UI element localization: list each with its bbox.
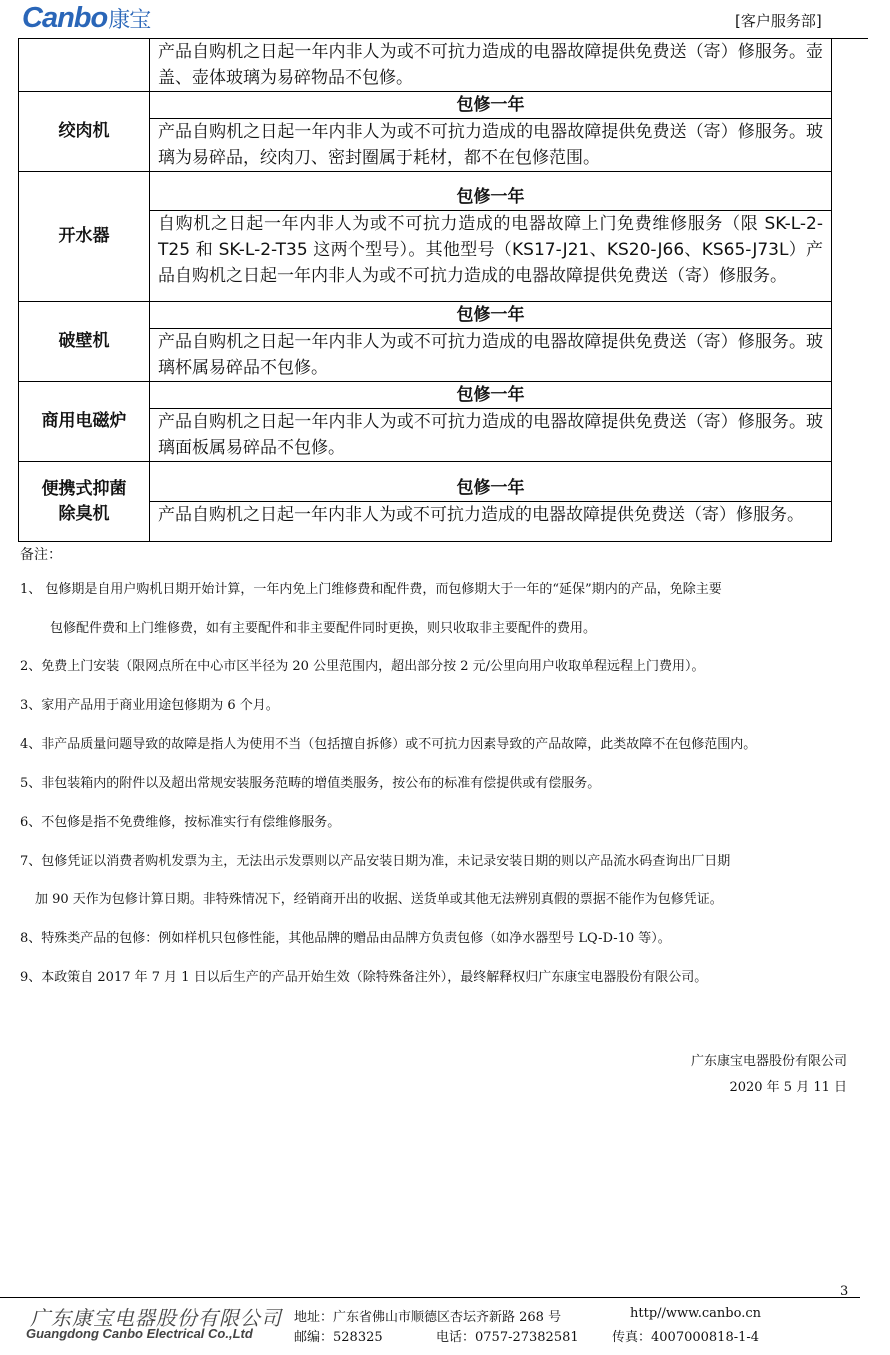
remark-line: 5、非包装箱内的附件以及超出常规安装服务范畴的增值类服务，按公布的标准有偿提供或有偿服务。 xyxy=(20,776,601,791)
footer-company-en: Guangdong Canbo Electrical Co.,Ltd xyxy=(26,1326,253,1341)
footer-rule xyxy=(0,1297,860,1298)
remark-line: 7、包修凭证以消费者购机发票为主，无法出示发票则以产品安装日期为准，未记录安装日期的则以产品流水码查询出厂日期 xyxy=(20,854,731,869)
table-row xyxy=(19,39,832,92)
category-cell: 开水器 xyxy=(19,172,150,302)
warranty-description: 产品自购机之日起一年内非人为或不可抗力造成的电器故障提供免费送（寄）修服务。 xyxy=(158,505,804,525)
category-cell: 破壁机 xyxy=(19,302,150,382)
remark-line: 8、特殊类产品的包修：例如样机只包修性能，其他品牌的赠品由品牌方负责包修（如净水器型号 LQ-D-10 等）。 xyxy=(20,931,671,946)
category-cell xyxy=(19,39,150,92)
warranty-period: 包修一年 xyxy=(150,184,831,211)
remark-line: 包修配件费和上门维修费，如有主要配件和非主要配件同时更换，则只收取非主要配件的费用。 xyxy=(50,621,597,636)
table-row xyxy=(19,462,832,542)
warranty-description: 产品自购机之日起一年内非人为或不可抗力造成的电器故障提供免费送（寄）修服务。玻璃面板属易碎品不包修。 xyxy=(158,412,823,458)
remark-line: 4、非产品质量问题导致的故障是指人为使用不当（包括擅自拆修）或不可抗力因素导致的产品故障，此类故障不在包修范围内。 xyxy=(20,737,757,752)
signature-date: 2020 年 5 月 11 日 xyxy=(729,1080,847,1095)
remarks-title: 备注： xyxy=(20,547,62,563)
warranty-period: 包修一年 xyxy=(150,92,831,119)
warranty-description: 产品自购机之日起一年内非人为或不可抗力造成的电器故障提供免费送（寄）修服务。壶盖、壶体玻璃为易碎物品不包修。 xyxy=(158,42,823,88)
canbo-logo: Canbo康宝 xyxy=(22,2,151,34)
category-cell xyxy=(19,462,150,542)
table-row xyxy=(19,92,832,172)
page-number: 3 xyxy=(840,1284,849,1299)
warranty-table xyxy=(18,38,832,542)
warranty-period: 包修一年 xyxy=(150,382,831,409)
remark-line: 1、 包修期是自用户购机日期开始计算，一年内免上门维修费和配件费，而包修期大于一年的“延保”期内的产品，免除主要 xyxy=(20,582,722,597)
footer-postcode: 邮编：528325 xyxy=(294,1330,383,1345)
remark-line: 2、免费上门安装（限网点所在中心市区半径为 20 公里范围内，超出部分按 2 元/公里向用户收取单程远程上门费用）。 xyxy=(20,659,705,674)
footer-company-cn: 广东康宝电器股份有限公司 xyxy=(30,1306,282,1330)
category-label: 便携式抑菌除臭机 xyxy=(41,478,127,524)
remark-line: 加 90 天作为包修计算日期。非特殊情况下，经销商开出的收据、送货单或其他无法辨别真假的票据不能作为包修凭证。 xyxy=(35,892,723,907)
footer-address: 地址：广东省佛山市顺德区杏坛齐新路 268 号 xyxy=(294,1310,562,1325)
warranty-period: 包修一年 xyxy=(150,302,831,329)
warranty-description: 产品自购机之日起一年内非人为或不可抗力造成的电器故障提供免费送（寄）修服务。玻璃为易碎品，绞肉刀、密封圈属于耗材，都不在包修范围。 xyxy=(158,122,823,168)
remark-line: 9、本政策自 2017 年 7 月 1 日以后生产的产品开始生效（除特殊备注外），最终解释权归广东康宝电器股份有限公司。 xyxy=(20,970,708,985)
warranty-description: 产品自购机之日起一年内非人为或不可抗力造成的电器故障提供免费送（寄）修服务。玻璃杯属易碎品不包修。 xyxy=(158,332,823,378)
footer-fax: 传真：4007000818-1-4 xyxy=(612,1330,760,1345)
category-cell: 商用电磁炉 xyxy=(19,382,150,462)
table-row xyxy=(19,382,832,462)
footer-website[interactable]: http//www.canbo.cn xyxy=(630,1306,761,1321)
remark-line: 6、不包修是指不免费维修，按标准实行有偿维修服务。 xyxy=(20,815,341,830)
footer-phone: 电话：0757-27382581 xyxy=(436,1330,579,1345)
remark-line: 3、家用产品用于商业用途包修期为 6 个月。 xyxy=(20,698,279,713)
warranty-description: 自购机之日起一年内非人为或不可抗力造成的电器故障上门免费维修服务（限 SK-L-2-T25 和 SK-L-2-T35 这两个型号）。其他型号（KS17-J21、KS20-J66、KS65-J73L）产品自购机之日起一年内非人为或不可抗力造成的电器故障提供免费送（寄）修服务。 xyxy=(158,214,823,286)
warranty-period: 包修一年 xyxy=(150,475,831,502)
table-row xyxy=(19,302,832,382)
category-cell: 绞肉机 xyxy=(19,92,150,172)
table-row xyxy=(19,172,832,302)
signature-company: 广东康宝电器股份有限公司 xyxy=(690,1054,847,1069)
department-label: [客户服务部] xyxy=(735,12,822,30)
